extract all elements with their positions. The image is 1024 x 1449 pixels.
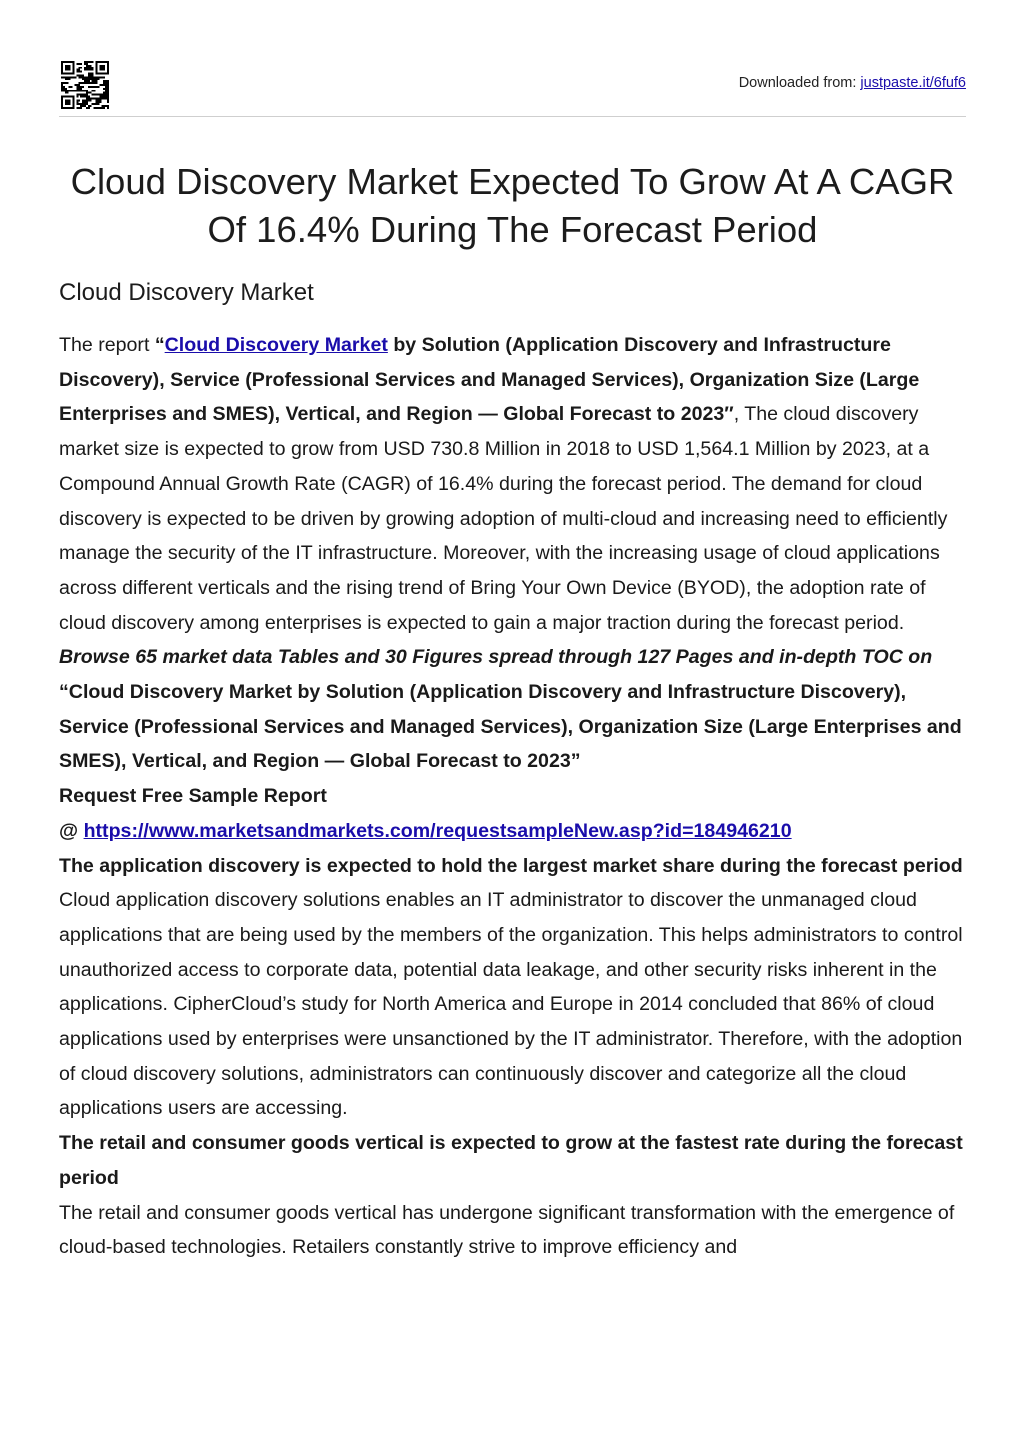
downloaded-from-label: Downloaded from:: [738, 75, 857, 91]
source-link[interactable]: justpaste.it/6fuf6: [860, 75, 966, 91]
download-source: [739, 75, 966, 91]
section-heading-application-discovery: The application discovery is expected to hold the largest market share during the forecast period: [59, 854, 963, 877]
page-subtitle: Cloud Discovery Market: [59, 279, 314, 306]
intro-paragraph: [59, 328, 969, 640]
sample-report-link[interactable]: https://www.marketsandmarkets.com/requestsampleNew.asp?id=184946210: [83, 819, 792, 842]
browse-paragraph: [59, 640, 969, 779]
article-body: [59, 328, 969, 1265]
section-heading-retail: The retail and consumer goods vertical is expected to grow at the fastest rate during the forecast period: [59, 1132, 963, 1189]
sample-label: Request Free Sample Report: [59, 785, 327, 808]
report-link[interactable]: Cloud Discovery Market: [164, 334, 388, 356]
browse-stats: Browse 65 market data Tables and 30 Figures spread through 127 Pages and in-depth TOC on: [59, 646, 933, 669]
qr-code-icon: [61, 61, 109, 109]
sample-at: @: [59, 819, 84, 842]
section-text-retail: The retail and consumer goods vertical has undergone significant transformation with the emergence of cloud-based technologies. Retailers constantly strive to improve efficiency and: [59, 1201, 955, 1259]
header-divider: [59, 116, 966, 117]
intro-prefix: The report: [59, 334, 155, 356]
intro-body: , The cloud discovery market size is expected to grow from USD 730.8 Million in 2018 to USD 1,564.1 Million by 2023, at a Compound Annual Growth Rate (CAGR) of 16.4% during the forecast period. The demand for cloud discovery is expected to be driven by growing adoption of multi-cloud and increasing need to efficiently manage the security of the IT infrastructure. Moreover, with the increasing usage of cloud applications across different verticals and the rising trend of Bring Your Own Device (BYOD), the adoption rate of cloud discovery among enterprises is expected to gain a major traction during the forecast period.: [59, 403, 948, 634]
browse-report-title: “Cloud Discovery Market by Solution (Application Discovery and Infrastructure Discovery), Service (Professional Services and Managed Services), Organization Size (Large Enterprises and SMES), Vertical, and Region — Global Forecast to 2023”: [59, 681, 962, 773]
section-text-application-discovery: Cloud application discovery solutions enables an IT administrator to discover the unmanaged cloud applications that are being used by the members of the organization. This helps administrators to control unauthorized access to corporate data, potential data leakage, and other security risks inherent in the applications. CipherCloud’s study for North America and Europe in 2014 concluded that 86% of cloud applications used by enterprises were unsanctioned by the IT administrator. Therefore, with the adoption of cloud discovery solutions, administrators can continuously discover and categorize all the cloud applications users are accessing.: [59, 889, 963, 1120]
page-title: Cloud Discovery Market Expected To Grow At A CAGR Of 16.4% During The Forecast Period: [70, 161, 955, 250]
sample-link-line: [59, 814, 969, 849]
intro-quote-open: “: [154, 334, 165, 356]
report-title-rest: by Solution (Application Discovery and Infrastructure Discovery), Service (Professional Services and Managed Services), Organization Size (Large Enterprises and SMES), Vertical, and Region — Global Forecast to 2023″: [59, 334, 920, 426]
